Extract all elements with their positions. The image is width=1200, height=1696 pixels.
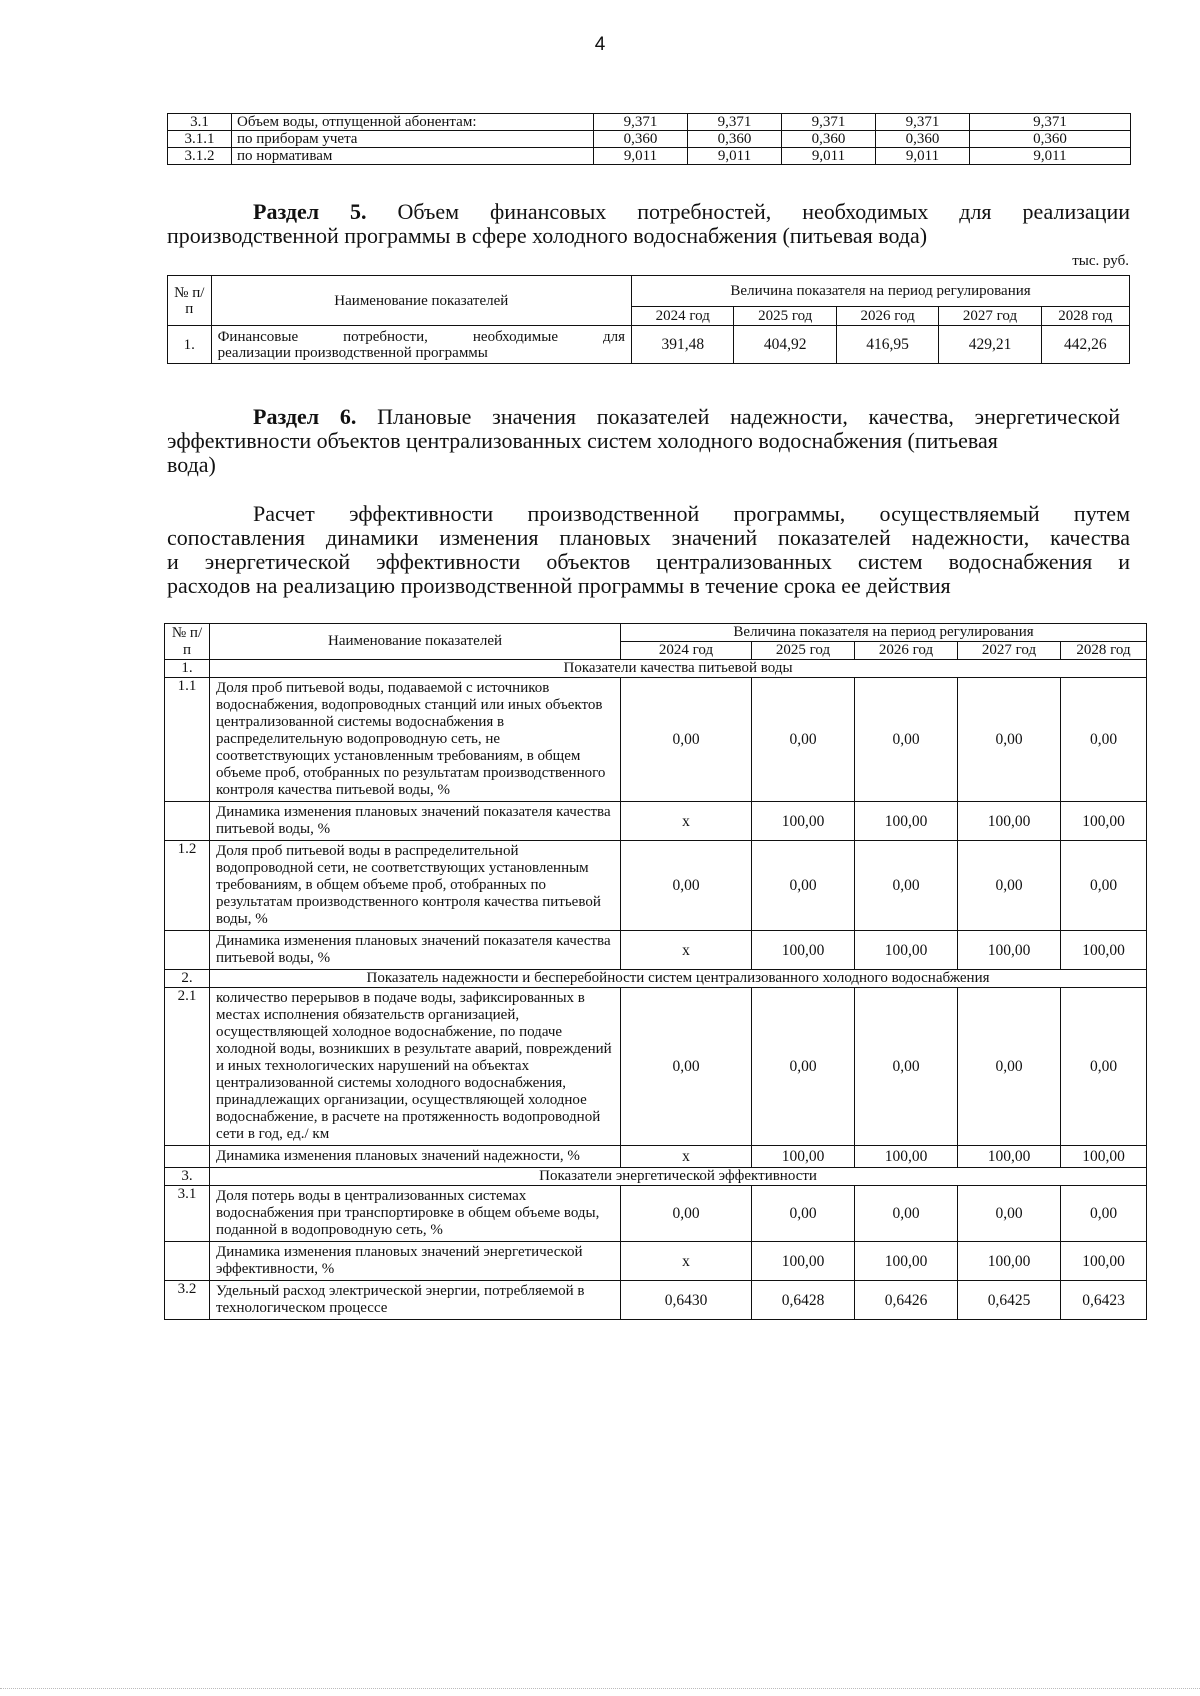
row-value: 9,011	[594, 148, 688, 165]
row-value: 0,360	[782, 131, 876, 148]
section6-label: Раздел 6.	[253, 404, 357, 429]
row-number: 1.2	[165, 841, 210, 931]
table-row	[168, 148, 1131, 165]
row-value: 100,00	[1061, 802, 1147, 841]
row-value: 0,00	[752, 678, 855, 802]
row-value: 0,00	[958, 988, 1061, 1146]
section6-heading	[167, 404, 1120, 477]
row-value: 0,360	[970, 131, 1131, 148]
row-value: 0,00	[621, 841, 752, 931]
section5-title-line1: Объем финансовых потребностей, необходимых для реализации	[397, 199, 1130, 224]
row-number: 1.1	[165, 678, 210, 802]
table-row	[165, 1242, 1147, 1281]
row-value: 0,00	[621, 1186, 752, 1242]
row-name: Динамика изменения плановых значений показателя качества питьевой воды, %	[210, 931, 621, 970]
row-name	[211, 326, 632, 364]
row-value: 0,360	[688, 131, 782, 148]
row-value: 100,00	[958, 1146, 1061, 1168]
row-value: 100,00	[958, 802, 1061, 841]
row-number: 1.	[168, 326, 212, 364]
section5-title-line2: производственной программы в сфере холодного водоснабжения (питьевая вода)	[167, 223, 928, 248]
year-header: 2025 год	[752, 642, 855, 660]
group-header-row	[165, 660, 1147, 678]
table-row	[165, 841, 1147, 931]
section5-heading	[167, 199, 1130, 248]
row-value: 100,00	[1061, 1242, 1147, 1281]
row-value: 100,00	[855, 1242, 958, 1281]
row-number: 3.2	[165, 1281, 210, 1320]
row-value: 391,48	[632, 326, 734, 364]
col-name-header: Наименование показателей	[210, 624, 621, 660]
row-value: 9,011	[688, 148, 782, 165]
paragraph-line3: и энергетической эффективности объектов централизованных систем водоснабжения и	[167, 549, 1130, 574]
table-row	[165, 1146, 1147, 1168]
row-number: 3.1	[165, 1186, 210, 1242]
row-value: 429,21	[939, 326, 1041, 364]
row-value: 9,371	[970, 114, 1131, 131]
paragraph-line2: сопоставления динамики изменения плановых значений показателей надежности, качества	[167, 525, 1130, 550]
row-value: 0,00	[855, 988, 958, 1146]
row-value: 0,6426	[855, 1281, 958, 1320]
row-number: 3.1.2	[168, 148, 232, 165]
row-number	[165, 1242, 210, 1281]
paragraph-line1: Расчет эффективности производственной программы, осуществляемый путем	[253, 501, 1130, 526]
unit-label: тыс. руб.	[1072, 253, 1129, 269]
year-header: 2025 год	[734, 307, 836, 326]
financial-needs-table	[167, 275, 1130, 364]
year-header: 2027 год	[939, 307, 1041, 326]
group-number: 3.	[165, 1168, 210, 1186]
row-name: по нормативам	[232, 148, 594, 165]
section6-title-line2: эффективности объектов централизованных систем холодного водоснабжения (питьевая	[167, 428, 998, 453]
row-value: 100,00	[855, 1146, 958, 1168]
row-value: 9,371	[876, 114, 970, 131]
row-name: Объем воды, отпущенной абонентам:	[232, 114, 594, 131]
year-header: 2028 год	[1041, 307, 1129, 326]
year-header: 2028 год	[1061, 642, 1147, 660]
row-name: количество перерывов в подаче воды, зафиксированных в местах исполнения обязательств организацией, осуществляющей холодное водоснабжение, по подаче холодной воды, возникших в результате аварий, повреждений и иных технологических нарушений на объектах централизованной системы холодного водоснабжения, принадлежащих организации, осуществляющей холодное водоснабжение, в расчете на протяженность водопроводной сети в год, ед./ км	[210, 988, 621, 1146]
group-title: Показатель надежности и бесперебойности систем централизованного холодного водоснабжения	[210, 970, 1147, 988]
col-value-group-header: Величина показателя на период регулирования	[621, 624, 1147, 642]
row-value: 100,00	[958, 1242, 1061, 1281]
row-number: 2.1	[165, 988, 210, 1146]
row-value: 0,00	[855, 1186, 958, 1242]
table-row	[165, 1186, 1147, 1242]
row-value: 100,00	[855, 931, 958, 970]
col-num-header: № п/п	[168, 276, 212, 326]
group-header-row	[165, 1168, 1147, 1186]
table-row	[165, 1281, 1147, 1320]
row-name: по приборам учета	[232, 131, 594, 148]
row-value: 9,371	[688, 114, 782, 131]
row-value: x	[621, 1146, 752, 1168]
row-value: 0,6423	[1061, 1281, 1147, 1320]
table-row	[165, 931, 1147, 970]
col-value-group-header: Величина показателя на период регулирования	[632, 276, 1130, 307]
row-value: 100,00	[752, 931, 855, 970]
table-row	[168, 114, 1131, 131]
year-header: 2027 год	[958, 642, 1061, 660]
row-value: 0,00	[1061, 988, 1147, 1146]
continuation-table	[167, 113, 1131, 165]
table-row	[168, 131, 1131, 148]
table-row	[165, 802, 1147, 841]
table-row	[168, 326, 1130, 364]
section6-title-line1: Плановые значения показателей надежности, качества, энергетической	[377, 404, 1120, 429]
row-value: 416,95	[836, 326, 938, 364]
row-value: 0,00	[958, 678, 1061, 802]
row-value: 0,00	[752, 1186, 855, 1242]
row-value: 9,011	[876, 148, 970, 165]
row-number: 3.1.1	[168, 131, 232, 148]
row-value: 0,360	[876, 131, 970, 148]
row-value: 0,6428	[752, 1281, 855, 1320]
row-value: 442,26	[1041, 326, 1129, 364]
row-value: 100,00	[1061, 1146, 1147, 1168]
row-value: 100,00	[958, 931, 1061, 970]
row-value: 9,371	[782, 114, 876, 131]
row-value: 404,92	[734, 326, 836, 364]
row-value: 9,011	[970, 148, 1131, 165]
section5-label: Раздел 5.	[253, 199, 367, 224]
page-number: 4	[594, 34, 606, 55]
row-number: 3.1	[168, 114, 232, 131]
group-header-row	[165, 970, 1147, 988]
row-value: 0,6430	[621, 1281, 752, 1320]
row-name-line2: реализации производственной программы	[217, 344, 488, 361]
row-value: 0,00	[958, 841, 1061, 931]
row-number	[165, 802, 210, 841]
row-name: Доля проб питьевой воды, подаваемой с источников водоснабжения, водопроводных станций или иных объектов централизованной системы водоснабжения в распределительную водопроводную сеть, не соответствующих установленным требованиям, в общем объеме проб, отобранных по результатам производственного контроля качества питьевой воды, %	[210, 678, 621, 802]
year-header: 2024 год	[632, 307, 734, 326]
row-value: 0,00	[752, 841, 855, 931]
row-value: 0,00	[1061, 841, 1147, 931]
year-header: 2026 год	[855, 642, 958, 660]
section6-title-line3: вода)	[167, 452, 216, 477]
group-title: Показатели энергетической эффективности	[210, 1168, 1147, 1186]
row-value: x	[621, 931, 752, 970]
section6-paragraph	[167, 501, 1130, 598]
year-header: 2024 год	[621, 642, 752, 660]
row-value: 9,371	[594, 114, 688, 131]
row-value: 0,00	[958, 1186, 1061, 1242]
row-value: 0,00	[855, 841, 958, 931]
col-num-header: № п/п	[165, 624, 210, 660]
paragraph-line4: расходов на реализацию производственной программы в течение срока ее действия	[167, 573, 951, 598]
row-value: 100,00	[752, 802, 855, 841]
row-value: 100,00	[752, 1146, 855, 1168]
row-value: 100,00	[752, 1242, 855, 1281]
group-number: 2.	[165, 970, 210, 988]
row-value: 100,00	[855, 802, 958, 841]
indicators-table	[164, 623, 1147, 1320]
row-value: 0,00	[1061, 1186, 1147, 1242]
group-title: Показатели качества питьевой воды	[210, 660, 1147, 678]
year-header: 2026 год	[836, 307, 938, 326]
row-value: 9,011	[782, 148, 876, 165]
row-number	[165, 931, 210, 970]
row-value: 0,00	[1061, 678, 1147, 802]
row-value: 0,00	[855, 678, 958, 802]
row-name-line1: Финансовые потребности, необходимые для	[217, 328, 626, 345]
row-value: 0,360	[594, 131, 688, 148]
scan-artifact-line	[0, 1688, 1200, 1690]
table-row	[165, 988, 1147, 1146]
table-row	[165, 678, 1147, 802]
row-value: 0,00	[621, 678, 752, 802]
row-number	[165, 1146, 210, 1168]
row-value: x	[621, 1242, 752, 1281]
row-value: 0,6425	[958, 1281, 1061, 1320]
row-name: Доля проб питьевой воды в распределительной водопроводной сети, не соответствующих установленным требованиям, в общем объеме проб, отобранных по результатам производственного контроля качества питьевой воды, %	[210, 841, 621, 931]
row-value: 0,00	[621, 988, 752, 1146]
row-name: Динамика изменения плановых значений показателя качества питьевой воды, %	[210, 802, 621, 841]
row-name: Динамика изменения плановых значений энергетической эффективности, %	[210, 1242, 621, 1281]
row-name: Доля потерь воды в централизованных системах водоснабжения при транспортировке в общем объеме воды, поданной в водопроводную сеть, %	[210, 1186, 621, 1242]
row-name: Динамика изменения плановых значений надежности, %	[210, 1146, 621, 1168]
row-value: x	[621, 802, 752, 841]
row-value: 0,00	[752, 988, 855, 1146]
col-name-header: Наименование показателей	[211, 276, 632, 326]
group-number: 1.	[165, 660, 210, 678]
row-value: 100,00	[1061, 931, 1147, 970]
row-name: Удельный расход электрической энергии, потребляемой в технологическом процессе	[210, 1281, 621, 1320]
